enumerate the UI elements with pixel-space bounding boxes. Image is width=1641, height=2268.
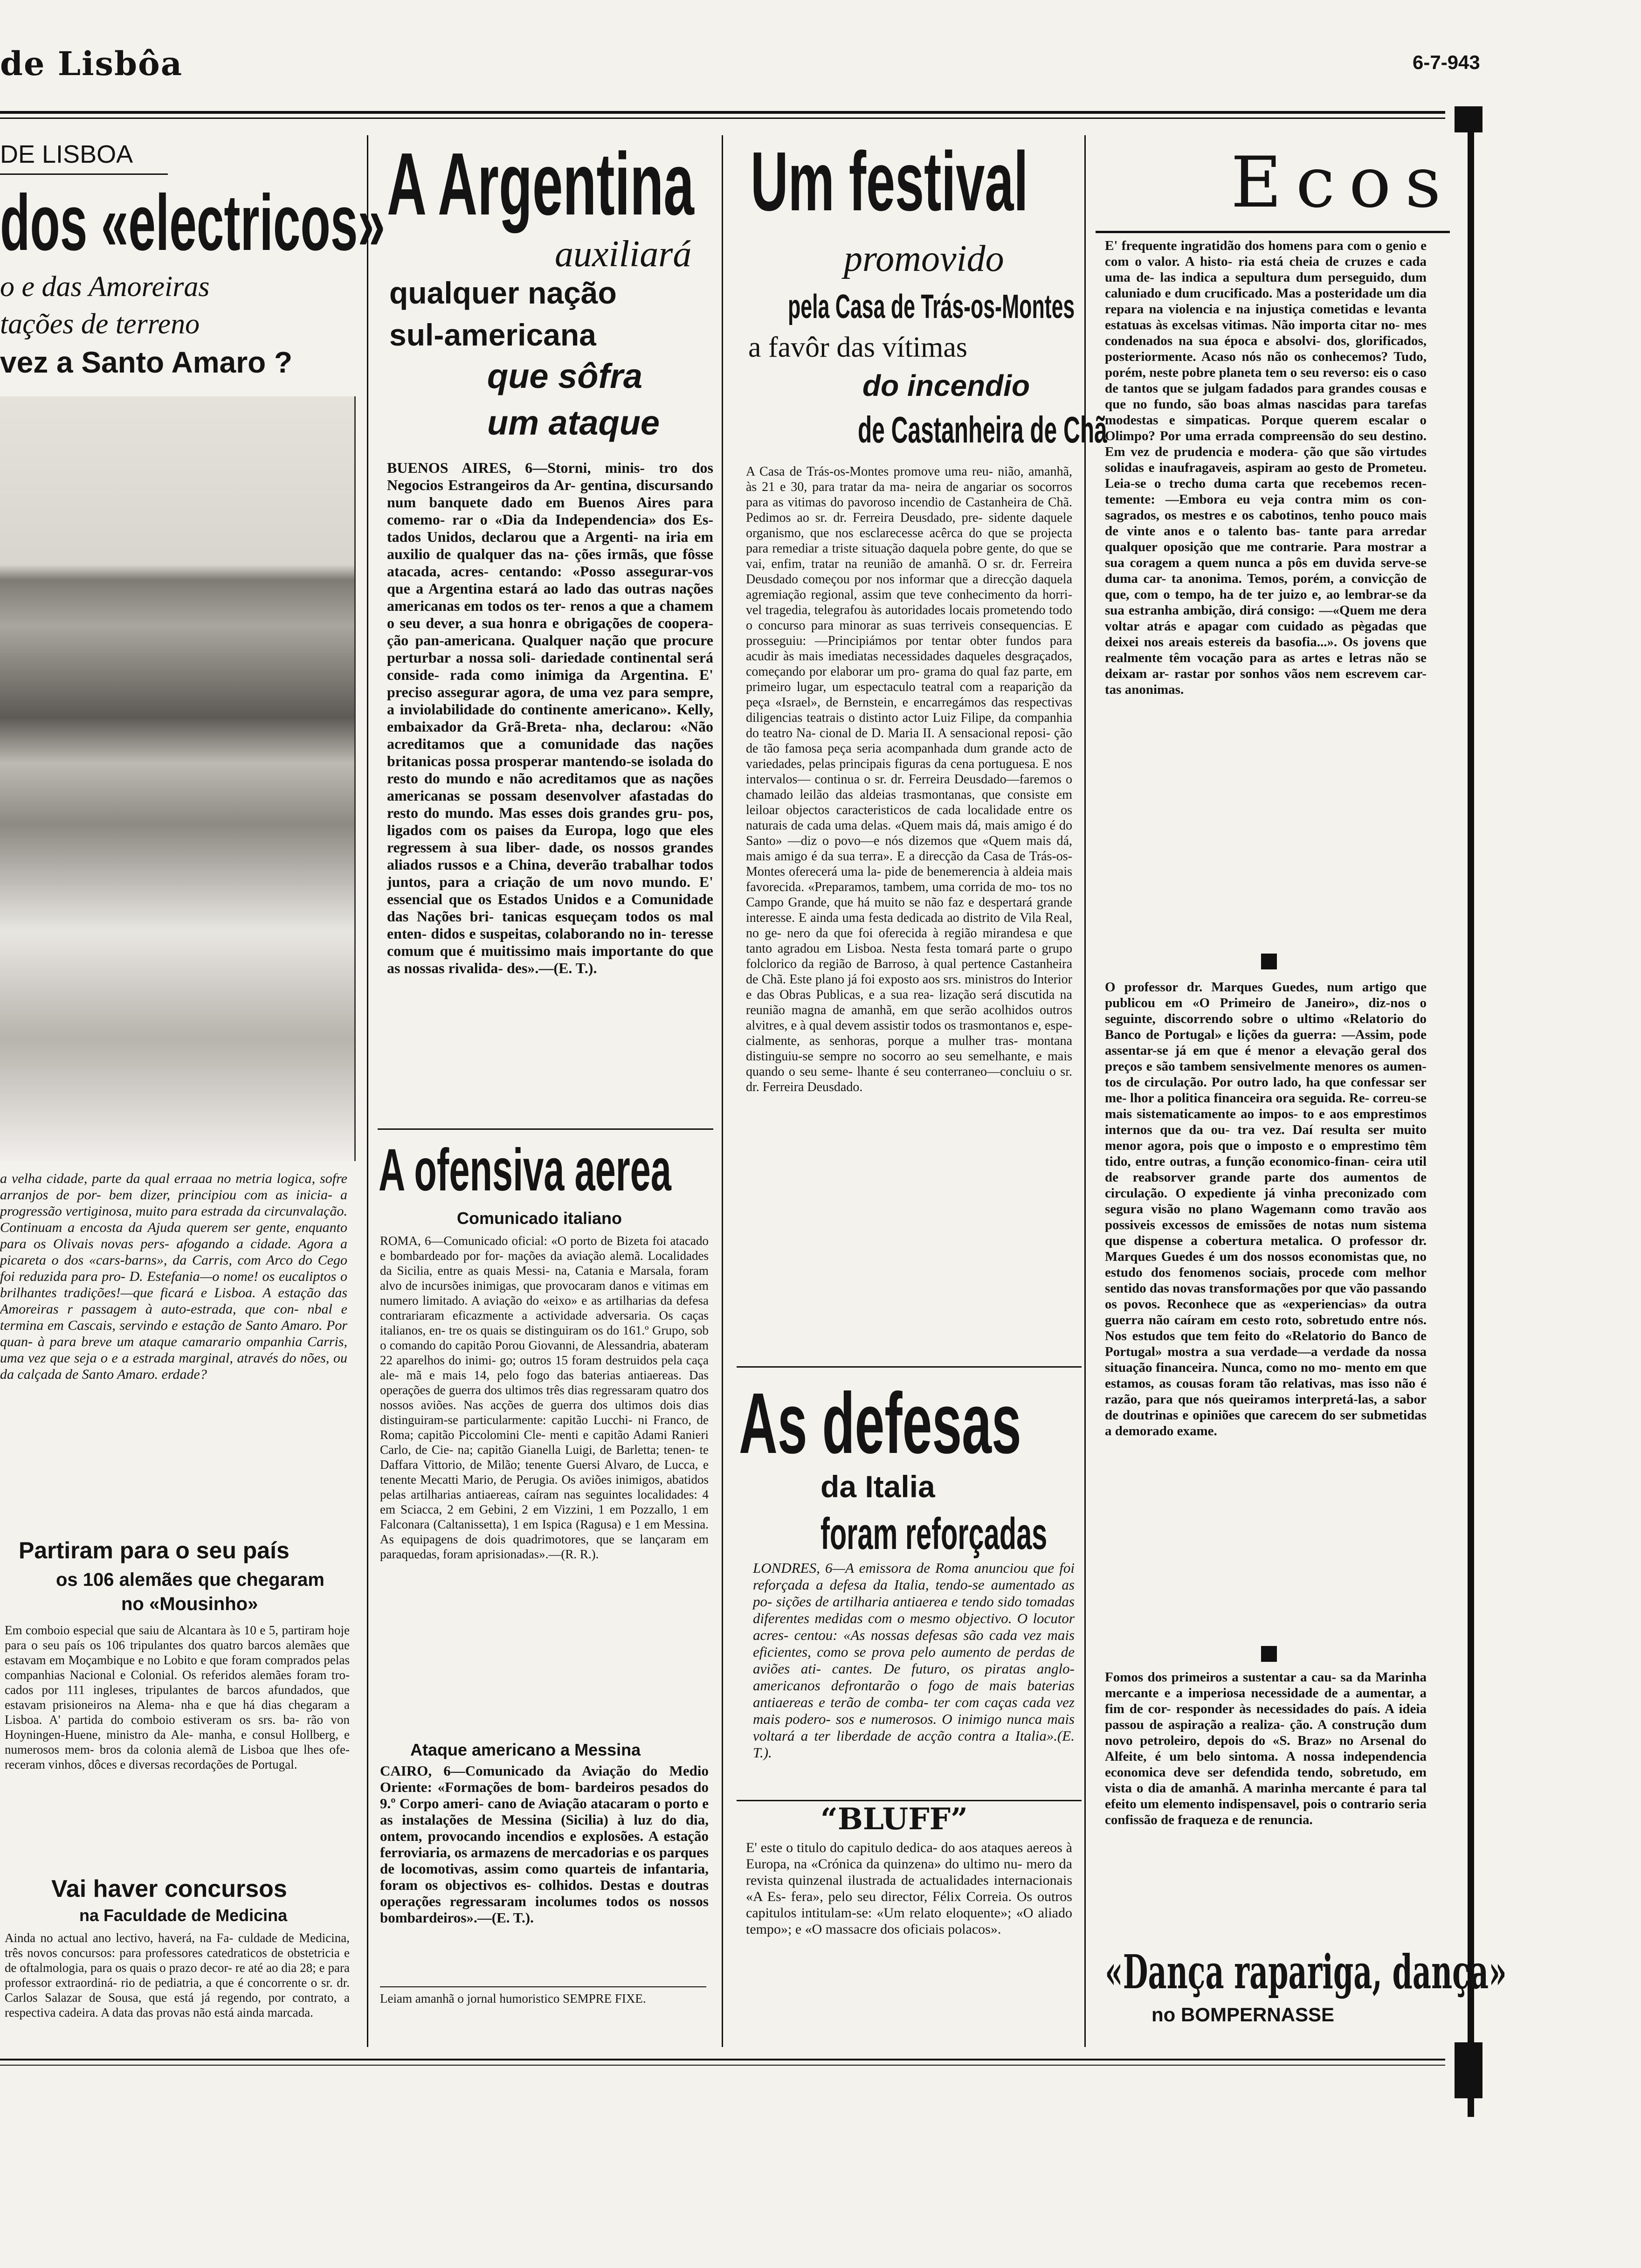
section-divider-square — [1261, 1646, 1277, 1662]
argentina-subhead: auxiliará — [555, 234, 692, 275]
page-frame-block-top — [1455, 106, 1482, 132]
danca-byline: no BOMPERNASSE — [1151, 2004, 1335, 2026]
sempre-fixe-notice: Leiam amanhã o jornal humoristico SEMPRE FIXE. — [380, 1991, 646, 2005]
bottom-rule — [0, 2059, 1445, 2061]
festival-subhead-box — [858, 409, 1107, 452]
argentina-subhead: sul-americana — [389, 318, 596, 352]
lisbon-headline-box — [0, 179, 386, 273]
concursos-subhead: na Faculdade de Medicina — [79, 1906, 288, 1925]
partiram-subhead: no «Mousinho» — [121, 1594, 258, 1614]
lisbon-subhead: tações de terreno — [0, 308, 200, 340]
defesas-headline: As defesas — [739, 1376, 1021, 1472]
street-photo — [0, 396, 356, 1161]
festival-subhead-box — [788, 289, 1077, 326]
column-rule — [367, 135, 368, 2047]
danca-headline-box — [1105, 1944, 1507, 1999]
ecos-paragraph: E' frequente ingratidão dos homens para com o genio e com o valor. A histo- ria está cheia de cruzes e cada uma de- las indica a sepultura dum perseguido, dum caluniado e dum crucificado. Mas a posteridade um dia repara na violencia e na injustiça cometidas e levanta estatuas às excelsas vitimas. Não importa citar no- mes condenados na sua época e absolvi- dos, glorificados, posteriormente. Acaso nós não os conhecemos? Tudo, porém, neste pobre planeta tem o seu reverso: eis o caso de tantos que se julgam fadados para grandes cousas e que no fundo, são boas almas nascidas para tarefas modestas e simpaticas. Porque querem escalar o Olimpo? Por uma errada compreensão do seu destino. Em vez de prudencia e modera- ção que são virtudes solidas e inaufragaveis, aspiram ao gesto de Prometeu. Leia-se o trecho duma carta que recebemos recen- temente: —Embora eu veja contra mim os con- sagrados, os mestres e os cabotinos, tenho pouco mais de vinte anos e o talento bas- tante para arredar qualquer oposição que me contrarie. Para mostrar a sua coragem a quem nunca a pôs em duvida serve-se duma car- ta anonima. Temos, porém, a convicção de que, com o tempo, ha de ter juizo e, ao lembrar-se da sua estranha ambição, dirá consigo: —«Quem me dera voltar atrás e apagar com cuidado as pègadas que deixei nos areais estereis da basofia...». Os jovens que realmente têm vocação para as artes e letras não se deixam ar- rastar por sonhos vãos nem escrevem car- tas anonimas. — [1105, 238, 1427, 697]
masthead-title: de Lisbôa — [0, 44, 183, 83]
festival-headline: Um festival — [751, 135, 1028, 228]
danca-headline: «Dança rapariga, dança» — [1105, 1944, 1507, 1999]
page-frame-block-bottom — [1455, 2042, 1482, 2098]
defesas-subhead: foram reforçadas — [820, 1509, 1048, 1559]
lisbon-headline: dos «electricos» — [0, 179, 386, 267]
ofensiva-headline: A ofensiva aerea — [379, 1137, 671, 1203]
section-rule — [378, 1128, 713, 1130]
festival-subhead: a favôr das vítimas — [748, 332, 968, 363]
bluff-headline: “BLUFF” — [820, 1802, 968, 1837]
defesas-subhead: da Italia — [820, 1469, 935, 1504]
festival-subhead: do incendio — [862, 369, 1030, 402]
lisbon-section-label: DE LISBOA — [0, 140, 133, 168]
section-rule — [0, 173, 168, 175]
footer-rule — [380, 1986, 706, 1987]
section-rule — [1096, 231, 1450, 233]
concursos-headline: Vai haver concursos — [51, 1875, 287, 1902]
masthead-rule — [0, 111, 1445, 114]
column-rule — [722, 135, 723, 2047]
defesas-body: LONDRES, 6—A emissora de Roma anunciou que foi reforçada a defesa da Italia, tendo-se aumentado as po- sições de artilharia antiaerea e tendo sido tomadas diferentes medidas com o mesmo objectivo. O locutor acres- centou: «As nossas defesas são cada vez mais eficientes, como se prova pelo aumento de perdas de aviões ati- cantes. De futuro, os piratas anglo- americanos defrontarão o fogo de mais baterias antiaereas e terão de comba- ter com caças cada vez mais podero- sos e numerosos. O inimigo nunca mais voltará a ter liberdade de acção contra a Italia».(E. T.). — [753, 1560, 1075, 1761]
ofensiva-body: ROMA, 6—Comunicado oficial: «O porto de Bizeta foi atacado e bombardeado por for- mações da aviação alemã. Localidades da Sicilia, entre as quais Messi- na, Catania e Marsala, foram alvo de incursões inimigas, que provocaram danos e vitimas em numero limitado. A aviação do «eixo» e as artilharias da defesa contrariaram eficazmente a actividade adversaria. Os caças italianos, en- tre os quais se distinguiram os do 161.º Grupo, sob o comando do capitão Porou Giovanni, de Alessandria, abateram 22 aparelhos do inimi- go; outros 15 foram destruidos pela caça ale- mã e mais 14, pelo fogo das baterias antiaereas. Das operações de guerra dos ultimos três dias regressaram quatro dos nossos aviões. Nas acções de guerra dos ultimos dois dias distinguiram-se particularmente: capitão Lucchi- ni Franco, de Roma; capitão Piccolomini Cle- menti e capitão Adami Ranieri Carlo, de Cie- na; capitão Gianella Luigi, de Barletta; tenen- te Daffara Vittorio, de Milão; tenente Guersi Alvaro, de Lucca, e tenente Mecatti Mario, de Perugia. Os aviões inimigos, abatidos pelas artilharias antiaereas, caíram nas seguintes localidades: 4 em Sciacca, 2 em Gebini, 2 em Vizzini, 1 em Pozzallo, 1 em Falconara (Caltanissetta), 1 em Ispica (Ragusa) e 1 em Messina. As equipagens de dois quadrimotores, que se lançaram em paraquedas, foram aprisionadas».—(R. R.). — [380, 1234, 709, 1561]
argentina-subhead: um ataque — [487, 403, 660, 442]
lisbon-subhead-question: vez a Santo Amaro ? — [0, 346, 293, 379]
section-rule — [737, 1366, 1082, 1368]
ecos-paragraph: Fomos dos primeiros a sustentar a cau- sa da Marinha mercante e a imperiosa necessidade de a aumentar, a fim de cor- responder às necessidades do país. A ideia passou de aspiração a realiza- ção. A construção dum novo petroleiro, depois do «S. Braz» no Arsenal do Alfeite, é um belo sintoma. A nossa independencia economica deve ser defendida tendo, sobretudo, em vista o dia de amanhã. A marinha mercante é para tal efeito um elemento indispensavel, pois o contrario seria confissão de fraqueza e de renuncia. — [1105, 1670, 1427, 1827]
festival-headline-box — [751, 135, 1077, 228]
masthead-date: 6-7-943 — [1413, 51, 1480, 73]
ofensiva-subhead: Comunicado italiano — [457, 1209, 622, 1228]
argentina-body: BUENOS AIRES, 6—Storni, minis- tro dos Negocios Estrangeiros da Ar- gentina, discursando num banquete dado em Buenos Aires para comemo- rar o «Dia da Independencia» dos Es- tados Unidos, declarou que a Argenti- na iria em auxilio de qualquer das na- ções irmãs, que fôsse atacada, acres- centando: «Posso assegurar-vos que a Argentina estará ao lado das outras nações americanas em todos os ter- renos a que a chamem o seu dever, a sua honra e obrigações de coopera- ção pan-americana. Qualquer nação que procure perturbar a nossa soli- dariedade continental será conside- rada como inimiga da Argentina. E' preciso assegurar agora, de uma vez para sempre, a inviolabilidade do continente americano». Kelly, embaixador da Grã-Breta- nha, declarou: «Não acreditamos que a comunidade das nações britanicas possa prosperar mantendo-se isolada do resto do mundo e não acreditamos que as nações americanas se possam desenvolver afastadas do resto do mundo. Mas esses dois grandes gru- pos, ligados com os paises da Europa, logo que eles regressem à sua liber- dade, os nossos grandes aliados russos e a China, deverão trabalhar todos juntos, para a criação de um novo mundo. E' essencial que os Estados Unidos e a Comunidade das Nações bri- tanicas esqueçam todos os mal enten- didos e suspeitas, colaborando no in- teresse comum que é muitissimo mais importante do que as nossas rivalida- des».—(E. T.). — [387, 459, 713, 976]
partiram-headline: Partiram para o seu país — [19, 1537, 290, 1563]
partiram-subhead: os 106 alemães que chegaram — [56, 1570, 324, 1590]
ofensiva-headline-box — [379, 1138, 714, 1203]
argentina-subhead: qualquer nação — [389, 276, 617, 310]
concursos-body: Ainda no actual ano lectivo, haverá, na Fa- culdade de Medicina, três novos concursos: para professores catedraticos de obstetricia e de oftalmologia, para os quais o prazo decor- re até ao dia 28; e para professor extraordiná- rio de pediatria, a que é concorrente o sr. dr. Carlos Salazar de Sousa, que está já regendo, por contrato, a respectiva cadeira. A data das provas não está ainda marcada. — [5, 1931, 350, 2019]
masthead-rule-thin — [0, 118, 1445, 119]
messina-subhead: Ataque americano a Messina — [410, 1740, 641, 1759]
festival-body: A Casa de Trás-os-Montes promove uma reu- nião, amanhã, às 21 e 30, para tratar da ma- neira de angariar os socorros para as vitimas do pavoroso incendio de Castanheira de Chã. Pedimos ao sr. dr. Ferreira Deusdado, pre- sidente daquele organismo, que nos esclarecesse acêrca do que se projecta para remediar a triste situação daquela pobre gente, do que se vai, enfim, tratar na reunião de amanhã. O sr. dr. Ferreira Deusdado começou por nos informar que a direcção daquela agremiação regional, assim que teve conhecimento da horri- vel tragedia, telegrafou às autoridades locais prometendo todo o concurso para minorar as suas terriveis consequencias. E prosseguiu: —Principiámos por tentar obter fundos para acudir às mais imediatas necessidades daqueles desgraçados, começando por elaborar um pro- grama do qual faz parte, em primeiro lugar, um espectaculo teatral com a reaparição da peça «Israel», de Bernstein, e encarregámos das respectivas diligencias teatrais o distinto actor Luiz Filipe, da companhia do teatro Na- cional de D. Maria II. A sensacional reposi- ção de tão famosa peça seria acompanhada dum grande acto de variedades, pelas principais figuras da cena portuguesa. E nos intervalos— continua o sr. dr. Ferreira Deusdado—faremos o chamado leilão das aldeias trasmontanas, que consiste em leiloar objectos caracteristicos de cada localidade entre os naturais de cada uma delas. «Quem mais dá, mais amigo é do Santo» —diz o povo—e nós dizemos que «Quem mais dá, mais amigo é da sua terra». E a direcção da Casa de Trás-os-Montes oferecerá uma la- pide de benemerencia à aldeia mais favorecida. «Preparamos, tambem, uma corrida de mo- tos no Campo Grande, que há muito se não faz e despertará grande interesse. E ainda uma festa dedicada ao distrito de Vila Real, no ge- nero da que foi oferecida à região mirandesa e que tanto agradou em Lisboa. Nesta festa tomará parte o grupo folclorico da região de Barroso, à qual pertence Castanheira de Chã. Este plano já foi exposto aos srs. ministros do Interior e das Obras Publicas, e a sua rea- lização será discutida na reunião magna de amanhã, em que serão acolhidos outros alvitres, e à qual devem assistir todos os trasmontanos e, espe- cialmente, as senhoras, porque a mulher tras- montana distinguiu-se sempre no socorro ao seu semelhante, e mais quando o seu seme- lhante é seu conterraneo—concluiu o sr. dr. Ferreira Deusdado. — [746, 464, 1072, 1094]
argentina-headline: A Argentina — [387, 135, 694, 234]
bottom-rule-thin — [0, 2065, 1445, 2066]
defesas-subhead-box — [820, 1511, 1082, 1557]
defesas-headline-box — [739, 1378, 1079, 1471]
argentina-subhead: que sôfra — [487, 357, 643, 395]
section-divider-square — [1261, 954, 1277, 969]
page-frame-bar — [1468, 107, 1474, 2117]
festival-subhead: promovido — [844, 238, 1004, 279]
lisbon-caption: a velha cidade, parte da qual erraaa no metria logica, sofre arranjos de por- bem dizer, principiou com as inicia- a progressão vertiginosa, muito para estrada da circunvalação. Continuam a encosta da Ajuda querem ser gente, enquanto para os Olivais novas pers- afogando a cidade. Agora a picareta o dos «cars-barns», da Carris, com Arco do Cego foi reduzida para pro- D. Estefania—o nome! os eucaliptos o brilhantes tradições!—que ficará e Lisboa. A estação das Amoreiras r passagem à auto-estrada, que con- nbal e termina em Cascais, servindo e estação de Santo Amaro. Por quan- à para breve um ataque camarario ompanhia Carris, uma vez que seja o e a estrada marginal, através do nões, ou da calçada de Santo Amaro. erdade? — [0, 1171, 347, 1382]
festival-subhead: pela Casa de Trás-os-Montes — [788, 288, 1075, 325]
bluff-body: E' este o titulo do capitulo dedica- do aos ataques aereos à Europa, na «Crónica da quinzena» do ultimo nu- mero da revista quinzenal ilustrada de actualidades internacionais «A Es- fera», pelo seu director, Félix Correia. Os outros capitulos intitulam-se: «Um relato eloquente»; «O aliado tempo»; e «O massacre dos oficiais polacos». — [746, 1840, 1072, 1937]
messina-body: CAIRO, 6—Comunicado da Aviação do Medio Oriente: «Formações de bom- bardeiros pesados do 9.º Corpo ameri- cano de Aviação atacaram o porto e as instalações de Messina (Sicilia) à luz do dia, ontem, provocando incendios e explosões. A estação ferroviaria, os armazens de mercadorias e os parques de locomotivas, assim como quarteis de infantaria, foram os objectivos es- colhidos. Destas e doutras operações regressaram incolumes todos os nossos bombardeiros».—(E. T.). — [380, 1763, 709, 1926]
argentina-headline-box — [387, 135, 713, 233]
ecos-headline: Ecos — [1231, 142, 1455, 223]
lisbon-subhead: o e das Amoreiras — [0, 271, 210, 303]
partiram-body: Em comboio especial que saiu de Alcantara às 10 e 5, partiram hoje para o seu país os 106 tripulantes dos quatro barcos alemães que estavam em Moçambique e no Lobito e que foram comprados pelas companhias Nacional e Colonial. Os referidos alemães foram tro- cados por 111 ingleses, tripulantes de barcos afundados, que estavam prisioneiros na Alema- nha e que há dias chegaram a Lisboa. A' partida do comboio estiveram os srs. ba- rão von Hoyningen-Huene, ministro da Ale- manha, e consul Hollberg, e numerosos mem- bros da colonia alemã de Lisboa que lhes ofe- receram vinhos, dôces e diversas recordações de Portugal. — [5, 1623, 350, 1771]
ecos-paragraph: O professor dr. Marques Guedes, num artigo que publicou em «O Primeiro de Janeiro», diz-nos o seguinte, discorrendo sobre o ultimo «Relatorio do Banco de Portugal» e lições da guerra: —Assim, pode assentar-se já em que é menor a elevação geral dos preços e são tambem sensivelmente menores os aumen- tos de circulação. Por outro lado, ha que confessar ser me- lhor a politica financeira ora seguida. Re- correu-se mais sistematicamente ao impos- to e aos emprestimos internos que da ou- tra vez. Daí resulta ser muito menor agora, pois que o imposto e o emprestimo têm tido, entre outras, a função economico-finan- ceira util de reabsorver grande parte dos aumentos de circulação. O expediente já vinha preconizado com segura visão no plano Wagemann como travão aos possiveis excessos de emissões de notas num sistema que dispense a cobertura metalica. O professor dr. Marques Guedes é um dos nossos economistas que, no estudo dos fenomenos sociais, procede com melhor sentido das novas transformações por que vão passando os povos. Reconhece que as «experiencias» da outra guerra não caíram em cesto roto, sobretudo entre nós. Nos estudos que tem feito do «Relatorio do Banco de Portugal» mostra a sua verdade—a verdade da nossa situação financeira. Nunca, como no mo- mento em que estamos, as cousas foram tão relativas, mas isso não é razão, para que nós queiramos interpretá-las, a sabor de doutrinas e opiniões que carecem do ser submetidas a demorado exame. — [1105, 980, 1427, 1438]
section-rule — [737, 1800, 1082, 1801]
festival-subhead: de Castanheira de Chã — [858, 409, 1107, 450]
